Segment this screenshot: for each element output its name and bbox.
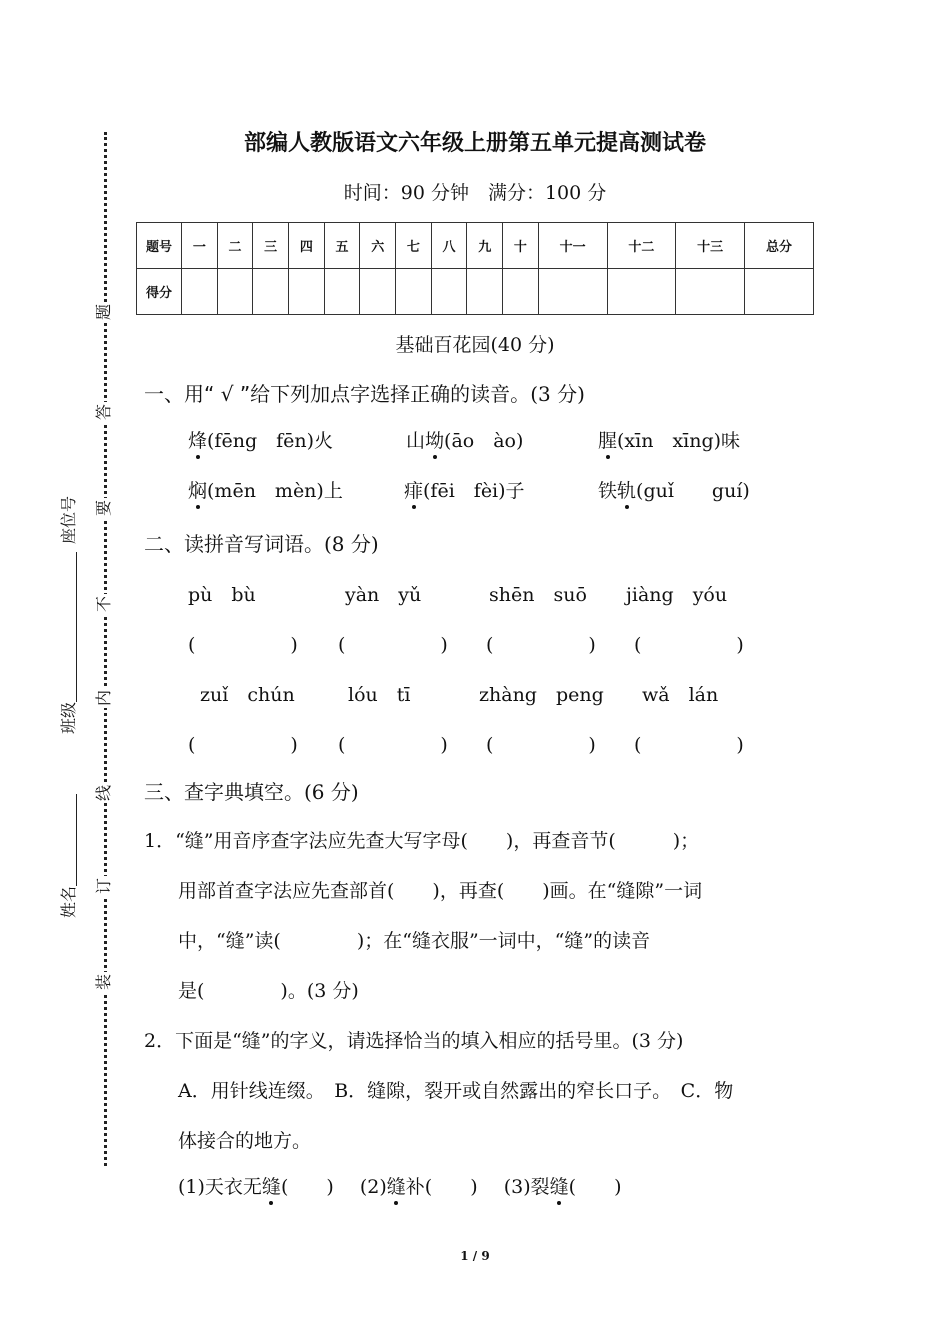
name-field[interactable] bbox=[56, 794, 79, 918]
q3-item2-choices: (1)天衣无缝( ) (2)缝补( ) (3)裂缝( ) bbox=[178, 1172, 621, 1199]
table-row bbox=[137, 269, 814, 315]
q3-item1-line: 是( )。(3 分) bbox=[178, 980, 359, 1002]
table-row bbox=[137, 223, 814, 269]
score-input-cell[interactable] bbox=[503, 269, 539, 315]
question-2-heading: 二、读拼音写词语。(8 分) bbox=[144, 532, 379, 556]
pinyin-prompt: zhàng peng bbox=[479, 684, 604, 706]
pinyin-prompt: jiàng yóu bbox=[626, 584, 728, 606]
seat-number-field[interactable] bbox=[56, 496, 79, 544]
pinyin-prompt: pù bù bbox=[188, 584, 256, 606]
q1-item: 山坳(āo ào) bbox=[406, 426, 523, 453]
section-caption: 基础百花园(40 分) bbox=[395, 334, 555, 356]
score-input-cell[interactable] bbox=[182, 269, 218, 315]
pinyin-prompt: zuǐ chún bbox=[200, 684, 295, 706]
q1-item: 铁轨(guǐ guí) bbox=[598, 476, 750, 503]
answer-blank[interactable]: ( ) bbox=[486, 634, 596, 656]
answer-blank[interactable]: ( ) bbox=[486, 734, 596, 756]
binding-char: 答 bbox=[94, 404, 113, 421]
binding-char: 题 bbox=[94, 304, 113, 321]
q1-item: 痱(fēi fèi)子 bbox=[404, 476, 525, 503]
q3-item2-line: 体接合的地方。 bbox=[178, 1130, 312, 1152]
q1-item: 焖(mēn mèn)上 bbox=[188, 476, 343, 503]
table-cell: 得分 bbox=[137, 269, 182, 315]
score-input-cell[interactable] bbox=[745, 269, 814, 315]
score-input-cell[interactable] bbox=[607, 269, 676, 315]
pinyin-prompt: yàn yǔ bbox=[345, 584, 422, 606]
answer-blank[interactable]: ( ) bbox=[634, 734, 744, 756]
binding-dotted-line bbox=[104, 132, 107, 1166]
binding-char: 不 bbox=[94, 596, 113, 613]
score-input-cell[interactable] bbox=[253, 269, 289, 315]
table-cell: 题号 bbox=[137, 223, 182, 269]
binding-char: 线 bbox=[94, 785, 113, 802]
binding-char: 装 bbox=[94, 974, 113, 991]
answer-blank[interactable]: ( ) bbox=[634, 634, 744, 656]
score-input-cell[interactable] bbox=[676, 269, 745, 315]
table-cell: 十一 bbox=[538, 223, 607, 269]
table-cell: 五 bbox=[324, 223, 360, 269]
score-input-cell[interactable] bbox=[396, 269, 432, 315]
pinyin-prompt: wǎ lán bbox=[642, 684, 719, 706]
table-cell: 七 bbox=[396, 223, 432, 269]
score-input-cell[interactable] bbox=[431, 269, 467, 315]
q3-item1-line: 用部首查字法应先查部首( )，再查( )画。在“缝隙”一词 bbox=[178, 880, 703, 902]
question-3-heading: 三、查字典填空。(6 分) bbox=[144, 780, 359, 804]
page-title: 部编人教版语文六年级上册第五单元提高测试卷 bbox=[243, 131, 706, 156]
exam-info: 时间：90 分钟 满分：100 分 bbox=[343, 182, 607, 204]
table-cell: 一 bbox=[182, 223, 218, 269]
table-cell: 十二 bbox=[607, 223, 676, 269]
q1-item: 烽(fēng fēn)火 bbox=[188, 426, 333, 453]
table-cell: 九 bbox=[467, 223, 503, 269]
table-cell: 六 bbox=[360, 223, 396, 269]
table-cell: 十三 bbox=[676, 223, 745, 269]
score-input-cell[interactable] bbox=[360, 269, 396, 315]
class-label: 班级 bbox=[59, 701, 78, 734]
table-cell: 总分 bbox=[745, 223, 814, 269]
class-field[interactable] bbox=[56, 552, 79, 734]
score-input-cell[interactable] bbox=[217, 269, 253, 315]
table-cell: 四 bbox=[289, 223, 325, 269]
score-input-cell[interactable] bbox=[324, 269, 360, 315]
table-cell: 八 bbox=[431, 223, 467, 269]
answer-blank[interactable]: ( ) bbox=[338, 634, 448, 656]
score-input-cell[interactable] bbox=[467, 269, 503, 315]
name-label: 姓名 bbox=[59, 885, 78, 918]
q3-item1-line: 中，“缝”读( )；在“缝衣服”一词中，“缝”的读音 bbox=[178, 930, 651, 952]
pinyin-prompt: lóu tī bbox=[348, 684, 411, 706]
table-cell: 十 bbox=[503, 223, 539, 269]
answer-blank[interactable]: ( ) bbox=[188, 634, 298, 656]
score-input-cell[interactable] bbox=[538, 269, 607, 315]
seat-number-label: 座位号 bbox=[59, 495, 78, 544]
answer-blank[interactable]: ( ) bbox=[188, 734, 298, 756]
q1-item: 腥(xīn xīng)味 bbox=[598, 426, 740, 453]
pinyin-prompt: shēn suō bbox=[489, 584, 587, 606]
answer-blank[interactable]: ( ) bbox=[338, 734, 448, 756]
q3-item1-line: 1．“缝”用音序查字法应先查大写字母( )，再查音节( )； bbox=[144, 830, 700, 852]
question-1-heading: 一、用“ √ ”给下列加点字选择正确的读音。(3 分) bbox=[144, 382, 585, 406]
binding-char: 要 bbox=[94, 500, 113, 517]
table-cell: 二 bbox=[217, 223, 253, 269]
score-input-cell[interactable] bbox=[289, 269, 325, 315]
q3-item2-line: 2．下面是“缝”的字义，请选择恰当的填入相应的括号里。(3 分) bbox=[144, 1030, 684, 1052]
q3-item2-line: A．用针线连缀。 B．缝隙，裂开或自然露出的窄长口子。 C．物 bbox=[178, 1080, 734, 1102]
binding-char: 内 bbox=[94, 690, 113, 707]
score-table bbox=[136, 222, 814, 315]
binding-char: 订 bbox=[94, 878, 113, 895]
table-cell: 三 bbox=[253, 223, 289, 269]
page-number: 1 / 9 bbox=[460, 1249, 490, 1263]
